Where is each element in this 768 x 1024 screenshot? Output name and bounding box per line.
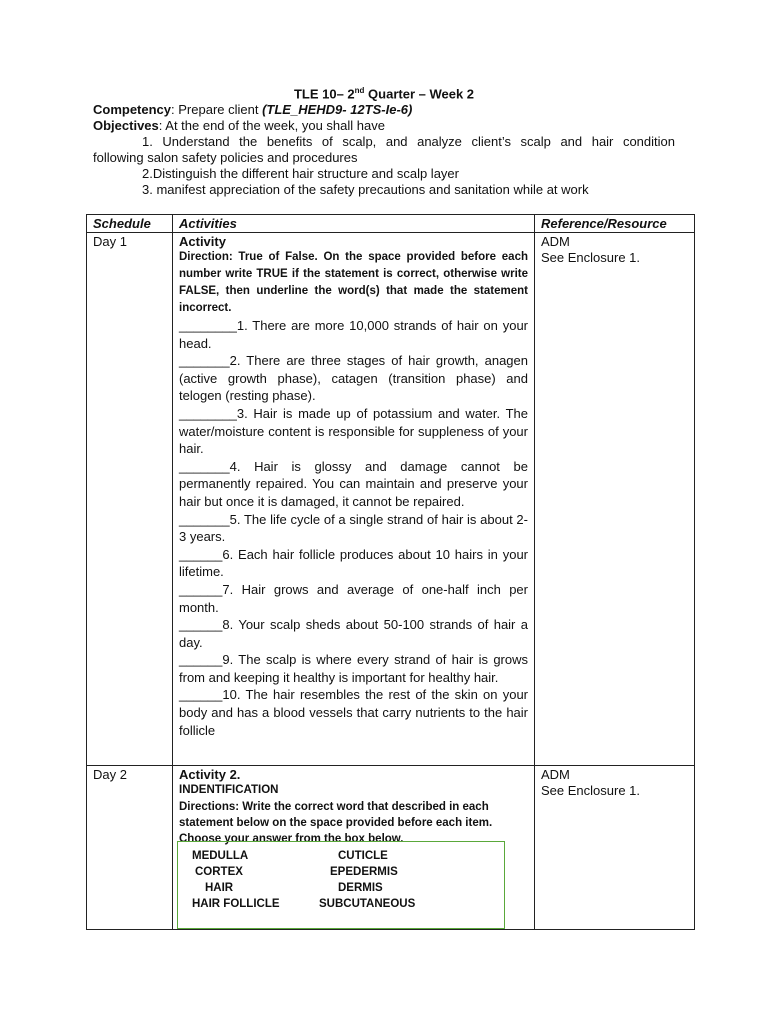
- list-item: ______6. Each hair follicle produces about 10 hairs in your lifetime.: [179, 546, 528, 580]
- day1-label: Day 1: [93, 234, 127, 249]
- table-header-row: [87, 215, 695, 233]
- list-item: ______9. The scalp is where every strand of hair is grows from and keeping it healthy is important for healthy hair.: [179, 652, 528, 685]
- choice-medulla: MEDULLA: [192, 850, 249, 862]
- day2-activities: [173, 766, 535, 930]
- day1-direction: Direction: True of False. On the space provided before each number write TRUE if the statement is correct, otherwise write FALSE, then underline the word(s) that made the statement incorrect.: [179, 251, 528, 314]
- answer-choice-box: [177, 841, 505, 929]
- competency-label: Competency: [93, 102, 172, 117]
- header-activities: Activities: [173, 215, 535, 233]
- choice-dermis: DERMIS: [338, 882, 383, 894]
- day2-ref-adm: ADM: [541, 767, 570, 782]
- competency-code: (TLE_HEHD9- 12TS-Ie-6): [262, 102, 413, 117]
- objective-1: 1. Understand the benefits of scalp, and analyze client’s scalp and hair condition: [142, 134, 675, 149]
- day1-activities: [173, 233, 535, 766]
- objectives-label: Objectives: [93, 118, 159, 133]
- day1-ref-adm: ADM: [541, 234, 570, 249]
- page-title: TLE 10– 2nd Quarter – Week 2: [293, 86, 475, 102]
- day2-ref-enclosure: See Enclosure 1.: [541, 783, 641, 798]
- objective-2: 2.Distinguish the different hair structure and scalp layer: [142, 166, 459, 181]
- objective-1-continued: following salon safety policies and procedures: [93, 150, 358, 165]
- day1-cell: [87, 233, 173, 766]
- choice-cuticle: CUTICLE: [338, 850, 388, 862]
- list-item: _______4. Hair is glossy and damage cannot be permanently repaired. You can maintain and preserve your hair but once it is damaged, it cannot be repaired.: [179, 458, 528, 509]
- day2-reference: [535, 766, 695, 930]
- header-reference: Reference/Resource: [535, 215, 695, 233]
- list-item: _______2. There are three stages of hair growth, anagen (active growth phase), catagen (transition phase) and telogen (resting phase).: [179, 353, 528, 404]
- day2-label: Day 2: [93, 767, 127, 782]
- day2-cell: [87, 766, 173, 930]
- list-item: ______10. The hair resembles the rest of the skin on your body and has a blood vessels that carry nutrients to the hair follicle: [179, 687, 528, 738]
- table-row-day1: [87, 233, 695, 766]
- day2-direction: Directions: Write the correct word that described in each statement below on the space provided before each item. Choose your answer from the box below.: [179, 801, 493, 845]
- day1-activity-title: Activity: [179, 234, 226, 249]
- objectives-line: Objectives: At the end of the week, you shall have: [93, 118, 385, 133]
- list-item: ________3. Hair is made up of potassium and water. The water/moisture content is responsible for suppleness of your hair.: [179, 405, 528, 457]
- day1-ref-enclosure: See Enclosure 1.: [541, 250, 641, 265]
- choice-cortex: CORTEX: [195, 866, 243, 878]
- day1-reference: [535, 233, 695, 766]
- day2-subtitle: INDENTIFICATION: [179, 784, 279, 796]
- header-schedule: Schedule: [87, 215, 173, 233]
- choice-subcutaneous: SUBCUTANEOUS: [319, 898, 416, 910]
- schedule-table: [86, 214, 695, 930]
- objective-3: 3. manifest appreciation of the safety precautions and sanitation while at work: [142, 182, 589, 197]
- choice-epedermis: EPEDERMIS: [330, 866, 398, 878]
- list-item: ______7. Hair grows and average of one-half inch per month.: [179, 581, 528, 615]
- list-item: _______5. The life cycle of a single strand of hair is about 2-3 years.: [179, 511, 528, 545]
- day2-activity-title: Activity 2.: [179, 767, 241, 782]
- table-row-day2: [87, 766, 695, 930]
- choice-hair: HAIR: [205, 882, 234, 894]
- list-item: ________1. There are more 10,000 strands of hair on your head.: [179, 318, 528, 351]
- competency-line: Competency: Prepare client (TLE_HEHD9- 12TS-Ie-6): [93, 102, 413, 117]
- choice-hair-follicle: HAIR FOLLICLE: [192, 898, 280, 910]
- list-item: ______8. Your scalp sheds about 50-100 strands of hair a day.: [179, 617, 528, 650]
